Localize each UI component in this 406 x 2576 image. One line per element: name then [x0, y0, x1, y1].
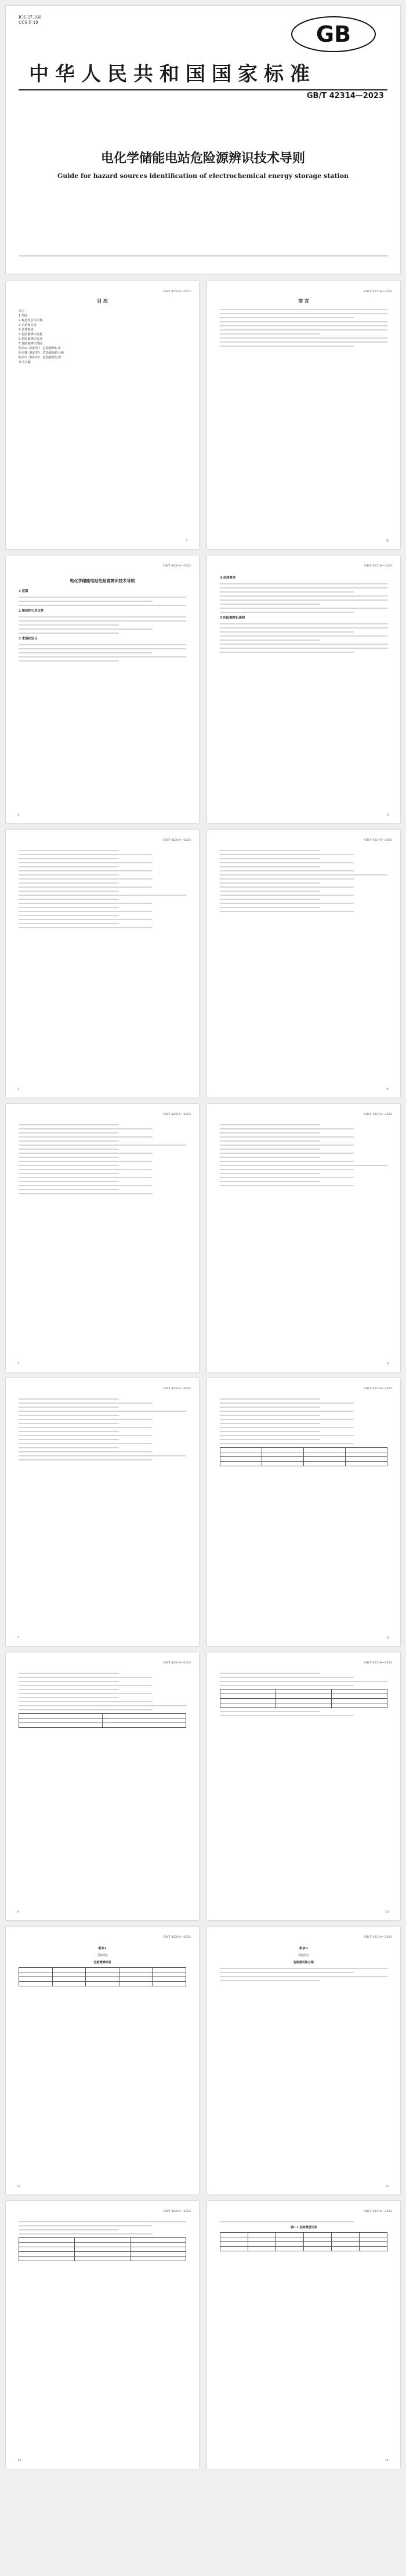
page-header: GB/T 42314—2023	[163, 838, 191, 842]
page-header: GB/T 42314—2023	[364, 290, 392, 293]
page-number: 9	[17, 1910, 20, 1914]
page-number: 6	[386, 1362, 389, 1365]
page-header: GB/T 42314—2023	[364, 1935, 392, 1939]
body-page-6	[207, 1104, 400, 1372]
toc-entry[interactable]: 3 术语和定义	[19, 324, 37, 327]
page-header: GB/T 42314—2023	[163, 1113, 191, 1116]
toc-entry[interactable]: 附录C（资料性） 危险源登记表	[19, 356, 61, 359]
annex-a-page	[6, 1927, 199, 2194]
page-header: GB/T 42314—2023	[364, 564, 392, 568]
document-title-cn: 电化学储能电站危险源辨识技术导则	[100, 151, 305, 166]
national-standard-title: 中华人民共和国国家标准	[29, 63, 316, 86]
gb-logo-text: GB	[316, 21, 351, 47]
foreword-page	[207, 281, 400, 549]
page-number: 13	[17, 2459, 21, 2462]
annex-b-page	[207, 1927, 400, 2194]
page-number: 12	[385, 2185, 389, 2188]
body-page-8	[207, 1378, 400, 1646]
annex-type: （规范性）	[296, 1954, 311, 1957]
gb-logo	[290, 15, 377, 53]
toc-heading: 目 次	[97, 298, 108, 304]
document-title-en: Guide for hazard sources identification of electrochemical energy storage station	[57, 172, 349, 180]
toc-entry[interactable]: 附录B（规范性） 危险源风险分级	[19, 351, 64, 355]
data-table	[19, 2237, 186, 2261]
body-page-2	[207, 555, 400, 823]
toc-entry[interactable]: 前言	[19, 310, 25, 313]
section-heading: 5 危险源辨识流程	[220, 616, 245, 620]
page-number: I	[186, 539, 187, 543]
toc-entry[interactable]: 7 危险源辨识范围	[19, 342, 43, 346]
page-header: GB/T 42314—2023	[364, 1661, 392, 1665]
cover-page	[6, 6, 400, 274]
page-header: GB/T 42314—2023	[163, 1935, 191, 1939]
page-header: GB/T 42314—2023	[163, 2210, 191, 2213]
body-page-9	[6, 1652, 199, 1920]
page-header: GB/T 42314—2023	[364, 1387, 392, 1390]
ccs-code: CCS F 19	[19, 20, 38, 25]
body-page-3	[6, 830, 199, 1098]
page-header: GB/T 42314—2023	[364, 838, 392, 842]
page-header: GB/T 42314—2023	[163, 1661, 191, 1665]
body-page-10	[207, 1652, 400, 1920]
annex-title: 危险源风险分级	[293, 1961, 314, 1964]
data-table	[19, 1713, 186, 1728]
body-title: 电化学储能电站危险源辨识技术导则	[70, 578, 135, 583]
toc-entry[interactable]: 6 危险源辨识方法	[19, 337, 43, 341]
page-header: GB/T 42314—2023	[163, 290, 191, 293]
page-header: GB/T 42314—2023	[364, 2210, 392, 2213]
toc-page	[6, 281, 199, 549]
section-heading: 4 总体要求	[220, 576, 236, 580]
page-number: 1	[17, 813, 20, 817]
page-number: 14	[385, 2459, 389, 2462]
body-page-1	[6, 555, 199, 823]
toc-entry[interactable]: 1 范围	[19, 314, 28, 318]
page-number: II	[386, 539, 389, 543]
registration-table	[220, 2232, 387, 2251]
page-number: 7	[17, 1636, 20, 1640]
body-page-14	[207, 2201, 400, 2469]
page-number: 8	[386, 1636, 389, 1640]
toc-entry[interactable]: 5 危险源辨识流程	[19, 333, 43, 336]
page-number: 5	[17, 1362, 20, 1365]
standard-number: GB/T 42314—2023	[306, 92, 384, 100]
annex-type: （资料性）	[95, 1954, 110, 1957]
foreword-heading: 前 言	[298, 298, 309, 304]
hazard-table	[19, 1967, 186, 1986]
section-heading: 2 规范性引用文件	[19, 609, 44, 613]
body-page-13	[6, 2201, 199, 2469]
toc-entry[interactable]: 参考文献	[19, 361, 31, 364]
page-number: 4	[386, 1088, 389, 1091]
section-heading: 1 范围	[19, 590, 28, 593]
toc-entry[interactable]: 4 总体要求	[19, 328, 34, 332]
page-header: GB/T 42314—2023	[364, 1113, 392, 1116]
body-page-4	[207, 830, 400, 1098]
page-number: 10	[385, 1910, 389, 1914]
body-page-5	[6, 1104, 199, 1372]
page-header: GB/T 42314—2023	[163, 564, 191, 568]
body-page-7	[6, 1378, 199, 1646]
page-number: 2	[386, 813, 389, 817]
page-header: GB/T 42314—2023	[163, 1387, 191, 1390]
data-table	[220, 1689, 387, 1708]
annex-label: 附录B	[299, 1947, 308, 1950]
data-table	[220, 1447, 387, 1466]
annex-title: 危险源辨识表	[93, 1961, 111, 1964]
toc-entry[interactable]: 附录A（资料性） 危险源辨识表	[19, 347, 61, 350]
ics-code: ICS 27.160	[19, 15, 42, 20]
page-number: 3	[17, 1088, 20, 1091]
page-number: 11	[17, 2185, 21, 2188]
section-heading: 3 术语和定义	[19, 637, 38, 641]
table-caption: 表C.1 危险源登记表	[290, 2226, 317, 2229]
toc-entry[interactable]: 2 规范性引用文件	[19, 319, 43, 322]
annex-label: 附录A	[98, 1947, 107, 1950]
